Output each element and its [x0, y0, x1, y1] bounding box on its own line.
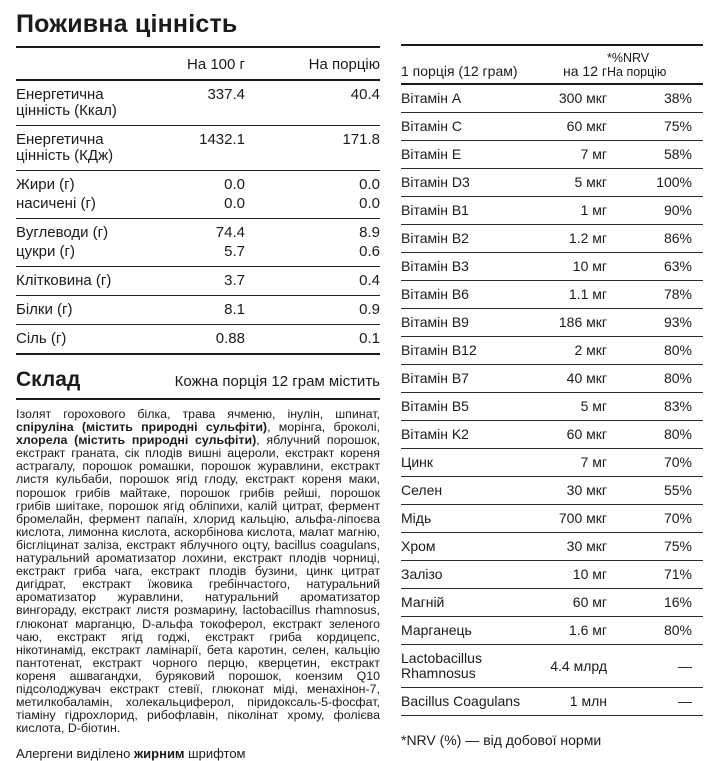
- supplement-amount: 10 мг: [572, 258, 607, 274]
- supplement-name: Вітамін B1: [401, 202, 469, 218]
- supplement-nrv: 80%: [663, 370, 692, 386]
- supplement-amount: 7 мг: [580, 146, 607, 162]
- supplement-nrv: 70%: [663, 510, 692, 526]
- supplement-name: Bacillus Coagulans: [401, 693, 521, 709]
- table-row: [401, 560, 703, 588]
- value-per-100g: 3.7: [224, 272, 245, 289]
- table-row: [401, 140, 703, 168]
- table-row: [401, 532, 703, 560]
- supplement-name: Вітамін B2: [401, 230, 469, 246]
- supplement-name: Селен: [401, 482, 443, 498]
- supplement-nrv: 63%: [663, 258, 692, 274]
- supplement-amount: 4.4 млрд: [550, 657, 607, 674]
- supplement-nrv: 70%: [663, 454, 692, 470]
- supplement-amount: 1 мг: [580, 202, 607, 218]
- table-row: [16, 324, 380, 353]
- value-per-portion: 0.1: [359, 330, 380, 347]
- supplement-nrv: 80%: [663, 342, 692, 358]
- supplement-nrv: 80%: [663, 622, 692, 638]
- table-row: [401, 112, 703, 140]
- nutrient-label: Вуглеводи (г): [16, 224, 109, 241]
- column-header-portion: 1 порція (12 грам): [401, 63, 518, 79]
- supplement-facts-table: [401, 44, 703, 716]
- supplement-name: Вітамін E: [401, 146, 462, 162]
- supplement-name: Залізо: [401, 566, 443, 582]
- allergen-segment: Алергени виділено: [16, 746, 134, 761]
- composition-header: [16, 368, 380, 400]
- table-row: [401, 420, 703, 448]
- nutrient-label: Клітковина (г): [16, 272, 112, 289]
- supplement-name: Вітамін B3: [401, 258, 469, 274]
- table-row: [401, 336, 703, 364]
- supplement-amount: 2 мкг: [574, 342, 607, 358]
- table-row: [401, 252, 703, 280]
- supplement-name: Магній: [401, 594, 445, 610]
- value-per-100g: 5.7: [224, 243, 245, 260]
- ingredient-bold-segment: спіруліна (містить природні сульфіти): [16, 420, 268, 435]
- supplement-amount: 1.1 мг: [568, 286, 607, 302]
- nutrient-label: Енергетична цінність (Ккал): [16, 86, 117, 119]
- supplement-amount: 300 мкг: [558, 90, 607, 106]
- supplement-nrv: 93%: [663, 314, 692, 330]
- supplement-amount: 60 мг: [572, 594, 607, 610]
- value-per-portion: 0.4: [359, 272, 380, 289]
- column-header-amount: на 12 г: [563, 63, 607, 79]
- supplement-nrv: 86%: [663, 230, 692, 246]
- nutrition-table-header: [16, 48, 380, 81]
- composition-heading: Склад: [16, 368, 81, 391]
- nutrition-table: [16, 48, 380, 355]
- supplement-nrv: 55%: [663, 482, 692, 498]
- supplement-nrv: 100%: [656, 174, 692, 190]
- table-row: [401, 588, 703, 616]
- supplement-nrv: —: [678, 657, 692, 674]
- ingredient-bold-segment: хлорела (містить природні сульфіти): [16, 433, 257, 448]
- table-row: [401, 364, 703, 392]
- table-row: [16, 196, 380, 218]
- column-header-nrv: [607, 51, 703, 79]
- value-per-portion: 171.8: [342, 131, 380, 148]
- supplement-nrv: 90%: [663, 202, 692, 218]
- nutrient-label: Білки (г): [16, 301, 73, 318]
- supplement-amount: 30 мкг: [566, 538, 607, 554]
- allergen-segment: шрифтом: [184, 746, 246, 761]
- supplement-name: Вітамін D3: [401, 174, 470, 190]
- supplement-amount: 5 мг: [580, 398, 607, 414]
- value-per-100g: 1432.1: [199, 131, 245, 148]
- supplement-nrv: —: [678, 693, 692, 709]
- supplement-nrv: 71%: [663, 566, 692, 582]
- nutrition-rows: [16, 81, 380, 353]
- supplement-nrv: 58%: [663, 146, 692, 162]
- table-row: [16, 125, 380, 170]
- supplement-amount: 1.6 мг: [568, 622, 607, 638]
- ingredient-segment: , яблучний порошок, екстракт граната, сік плодів вишні ацероли, екстракт кореня астрагалу, порошок ромашки, порошок журавлини, екстракт листя кульбаби, порошок ягід глоду, екстракт кореня маки, порошок грибів майтаке, порошок грибів рейші, порошок грибів шиітаке, порошок ягід обліпихи, калій цитрат, фермент бромелайн, фермент папаїн, хлорид кальцію, альфа-ліпоєва кислота, лимонна кислота, аскорбінова кислота, малат магнію, бісгліцинат заліза, екстракт яблучного оцту, bacillus coagulans, натуральний ароматизатор лохини, екстракт плодів чорниці, екстракт гриба чага, екстракт плодів бузини, цинк цитрат дигідрат, екстракт їжовика гребінчастого, натуральний ароматизатор журавлини, натуральний ароматизатор вингораду, екстракт листя розмарину, lactobacillus rhamnosus, глюконат марганцю, D-альфа токоферол, екстракт зеленого чаю, екстракт ягід годжі, екстракт гриба кордицепс, нікотинамід, екстракт ламінарії, бета каротин, селен, кальцію пантотенат, екстракт чорного перцю, кверцетин, екстракт кореня ашвагандхи, буряковий порошок, коензим Q10 підсолоджувач екстракт стевії, глюконат міді, менахінон-7, метилкобаламін, холекальциферол, піридоксаль-5-фосфат, тіаміну гідрохлорид, рибофлавін, піколінат хрому, фолієва кислота, D-біотин.: [16, 433, 380, 736]
- supplement-rows: [401, 85, 703, 715]
- value-per-portion: 0.6: [359, 243, 380, 260]
- supplement-name: Lactobacillus Rhamnosus: [401, 650, 482, 681]
- value-per-portion: 0.0: [359, 176, 380, 193]
- value-per-100g: 0.0: [224, 195, 245, 212]
- table-row: [401, 168, 703, 196]
- column-header-nrv-line2: На порцію: [607, 65, 667, 79]
- table-row: [401, 687, 703, 715]
- column-header-per-portion: На порцію: [308, 56, 380, 73]
- nutrition-panel: [16, 8, 380, 761]
- table-row: [401, 280, 703, 308]
- table-row: [401, 392, 703, 420]
- table-row: [16, 295, 380, 324]
- supplement-amount: 1.2 мг: [568, 230, 607, 246]
- nutrient-label: Сіль (г): [16, 330, 67, 347]
- table-row: [401, 448, 703, 476]
- supplement-nrv: 78%: [663, 286, 692, 302]
- supplement-name: Мідь: [401, 510, 432, 526]
- nutrient-label: Енергетична цінність (КДж): [16, 131, 114, 164]
- supplement-name: Марганець: [401, 622, 472, 638]
- ingredients-text: [16, 408, 380, 735]
- value-per-portion: 8.9: [359, 224, 380, 241]
- supplement-amount: 1 млн: [569, 693, 607, 709]
- table-row: [16, 81, 380, 125]
- supplement-nrv: 83%: [663, 398, 692, 414]
- supplement-panel: [401, 44, 703, 761]
- nrv-footnote: *NRV (%) — від добової норми: [401, 732, 602, 748]
- supplement-amount: 60 мкг: [566, 426, 607, 442]
- table-row: [401, 85, 703, 112]
- supplement-nrv: 16%: [663, 594, 692, 610]
- supplement-amount: 186 мкг: [558, 314, 607, 330]
- value-per-100g: 8.1: [224, 301, 245, 318]
- supplement-name: Вітамін B7: [401, 370, 469, 386]
- portion-note: Кожна порція 12 грам містить: [174, 373, 380, 390]
- supplement-name: Цинк: [401, 454, 434, 470]
- allergen-note: [16, 746, 380, 761]
- ingredient-segment: , морінга, броколі,: [267, 420, 380, 435]
- supplement-amount: 7 мг: [580, 454, 607, 470]
- supplement-name: Вітамін A: [401, 90, 462, 106]
- nutrient-label: насичені (г): [16, 195, 96, 212]
- ingredient-segment: Ізолят горохового білка, трава ячменю, інулін, шпинат,: [16, 407, 380, 421]
- table-row: [401, 616, 703, 644]
- supplement-name: Вітамін C: [401, 118, 462, 134]
- value-per-100g: 0.0: [224, 176, 245, 193]
- supplement-nrv: 38%: [663, 90, 692, 106]
- allergen-bold-segment: жирним: [133, 746, 185, 761]
- table-row: [401, 308, 703, 336]
- nutrient-label: цукри (г): [16, 243, 76, 260]
- page-title: Поживна цінність: [16, 8, 380, 48]
- supplement-amount: 40 мкг: [566, 370, 607, 386]
- supplement-amount: 30 мкг: [566, 482, 607, 498]
- table-row: [401, 476, 703, 504]
- supplement-amount: 10 мг: [572, 566, 607, 582]
- supplement-name: Вітамін K2: [401, 426, 469, 442]
- value-per-portion: 0.9: [359, 301, 380, 318]
- value-per-100g: 0.88: [215, 330, 245, 347]
- value-per-portion: 40.4: [350, 86, 380, 103]
- table-row: [401, 196, 703, 224]
- supplement-table-header: [401, 46, 703, 85]
- supplement-name: Вітамін B6: [401, 286, 469, 302]
- table-row: [401, 224, 703, 252]
- column-header-per-100g: На 100 г: [186, 56, 245, 73]
- supplement-nrv: 80%: [663, 426, 692, 442]
- supplement-name: Вітамін B12: [401, 342, 477, 358]
- table-row: [401, 504, 703, 532]
- supplement-name: Хром: [401, 538, 436, 554]
- supplement-nrv: 75%: [663, 118, 692, 134]
- value-per-100g: 74.4: [215, 224, 245, 241]
- table-row: [401, 644, 703, 687]
- supplement-amount: 5 мкг: [574, 174, 607, 190]
- table-row: [16, 266, 380, 295]
- supplement-name: Вітамін B5: [401, 398, 469, 414]
- nutrient-label: Жири (г): [16, 176, 75, 193]
- table-row: [16, 244, 380, 266]
- supplement-name: Вітамін B9: [401, 314, 469, 330]
- column-header-nrv-line1: *%NRV: [607, 51, 650, 65]
- supplement-amount: 700 мкг: [558, 510, 607, 526]
- supplement-nrv: 75%: [663, 538, 692, 554]
- value-per-100g: 337.4: [207, 86, 245, 103]
- supplement-amount: 60 мкг: [566, 118, 607, 134]
- value-per-portion: 0.0: [359, 195, 380, 212]
